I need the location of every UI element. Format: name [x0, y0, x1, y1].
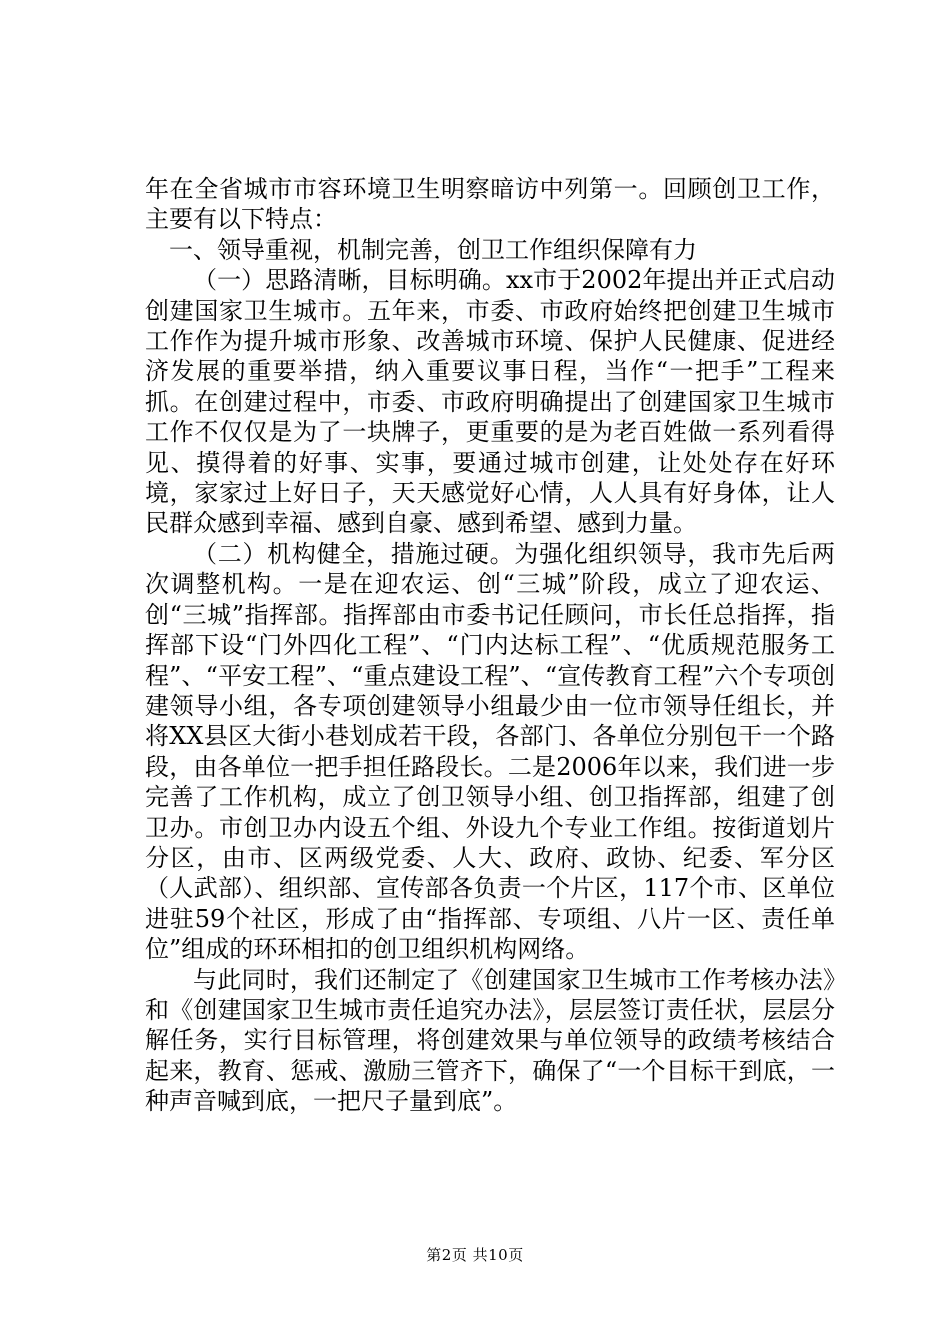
paragraph-continuation: 年在全省城市市容环境卫生明察暗访中列第一。回顾创卫工作，主要有以下特点： — [145, 175, 835, 234]
paragraph-organization: （二）机构健全，措施过硬。为强化组织领导，我市先后两次调整机构。一是在迎农运、创“三城”阶段，成立了迎农运、创“三城”指挥部。指挥部由市委书记任顾问，市长任总指挥，指挥部下设“门外四化工程”、“门内达标工程”、“优质规范服务工程”、“平安工程”、“重点建设工程”、“宣传教育工程”六个专项创建领导小组，各专项创建领导小组最少由一位市领导任组长，并将XX县区大街小巷划成若干段，各部门、各单位分别包干一个路段，由各单位一把手担任路段长。二是2006年以来，我们进一步完善了工作机构，成立了创卫领导小组、创卫指挥部，组建了创卫办。市创卫办内设五个组、外设九个专业工作组。按街道划片分区，由市、区两级党委、人大、政府、政协、纪委、军分区（人武部）、组织部、宣传部各负责一个片区，117个市、区单位进驻59个社区，形成了由“指挥部、专项组、八片一区、责任单位”组成的环环相扣的创卫组织机构网络。 — [145, 539, 835, 964]
document-body — [145, 174, 835, 1117]
paragraph-clear-goals: （一）思路清晰，目标明确。xx市于2002年提出并正式启动创建国家卫生城市。五年来，市委、市政府始终把创建卫生城市工作作为提升城市形象、改善城市环境、保护人民健康、促进经济发展的重要举措，纳入重要议事日程，当作“一把手”工程来抓。在创建过程中，市委、市政府明确提出了创建国家卫生城市工作不仅仅是为了一块牌子，更重要的是为老百姓做一系列看得见、摸得着的好事、实事，要通过城市创建，让处处存在好环境，家家过上好日子，天天感觉好心情，人人具有好身体，让人民群众感到幸福、感到自豪、感到希望、感到力量。 — [145, 266, 835, 538]
section-heading: 一、领导重视，机制完善，创卫工作组织保障有力 — [169, 235, 697, 264]
paragraph-measures: 与此同时，我们还制定了《创建国家卫生城市工作考核办法》和《创建国家卫生城市责任追究办法》，层层签订责任状，层层分解任务，实行目标管理，将创建效果与单位领导的政绩考核结合起来，教育、惩戒、激励三管齐下，确保了“一个目标干到底，一种声音喊到底，一把尺子量到底”。 — [145, 965, 835, 1116]
page-number-footer: 第2页 共10页 — [426, 1246, 524, 1264]
